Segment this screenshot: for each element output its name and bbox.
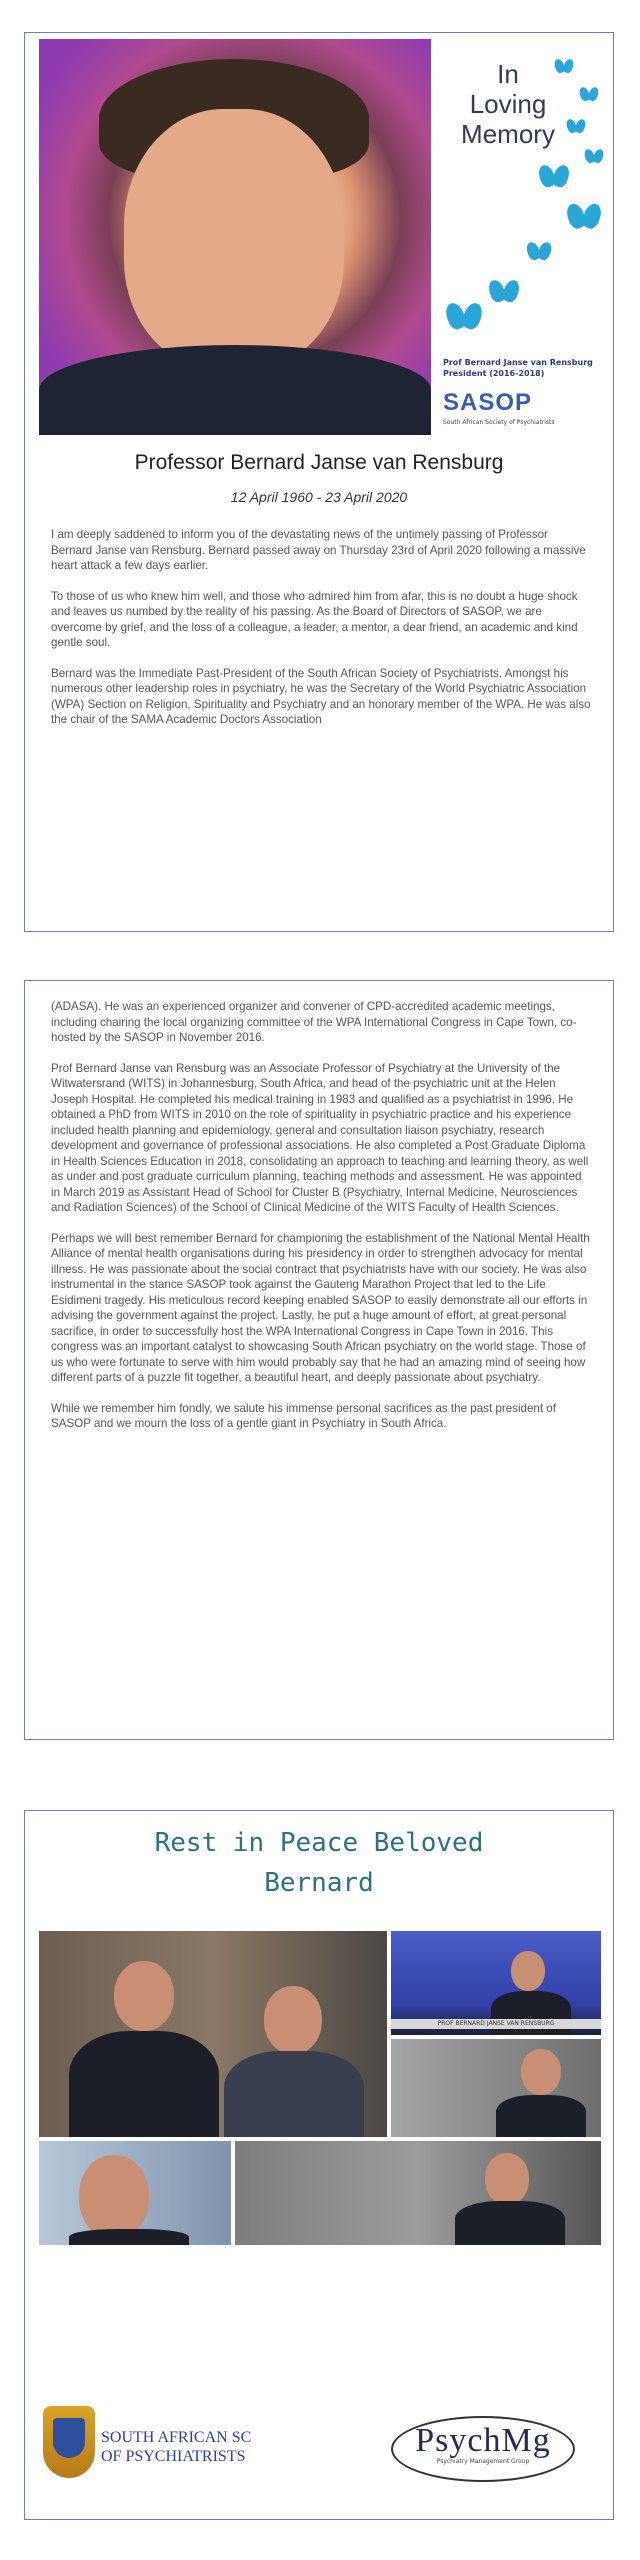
butterfly-icon [555,59,573,73]
butterfly-icon [540,165,569,187]
paragraph: To those of us who knew him well, and those who admired him from afar, this is no doubt a huge shock and leaves us numbed by the reality of his passing. As the Board of Directors of SASOP, we are overcome by grief, and the loss of a colleague, a leader, a mentor, a dear friend, an academic and kind gentle soul. [51,589,578,649]
paragraph: Perhaps we will best remember Bernard for championing the establishment of the National Mental Health Alliance of mental health organisations during his presidency in order to strengthen advocacy for mental illness. He was passionate about the social contract that psychiatrists have with our society. He was also instrumental in the stance SASOP took against the Gauteng Marathon Project that led to the Life Esidimeni tragedy. His meticulous record keeping enabled SASOP to easily demonstrate all our efforts in advising the government against the project. Lastly, he put a huge amount of effort, at great personal sacrifice, in order to successfully host the WPA International Congress in Cape Town in 2016. This congress was an important catalyst to showcasing South African psychiatry on the world stage. Those of us who were fortunate to serve with him would probably say that he had an amazing mind of seeing how different parts of a puzzle fit together, a beautiful heart, and deeply passionate about psychiatry. [51,1231,590,1384]
memorial-page-1 [24,32,614,932]
sasop-society-logo: SOUTH AFRICAN SC OF PSYCHIATRISTS [43,2406,323,2486]
paragraph: (ADASA). He was an experienced organizer and convener of CPD-accredited academic meetings, including chairing the local organizing committee of the WPA International Congress in Cape Town, co-hosted by the SASOP in November 2016. [51,1000,577,1044]
crest-icon [43,2406,95,2478]
paragraph: Bernard was the Immediate Past-President of the South African Society of Psychiatrists. Amongst his numerous other leadership roles in psychiatry, he was the Secretary of the World Psychiatric Association (WPA) Section on Religion, Spirituality and Psychiatry and an honorary member of the WPA. He was also the chair of the SAMA Academic Doctors Association [51,666,591,726]
page2-body [51,999,591,1447]
sasop-logo: SASOP [443,389,533,416]
butterfly-icon [490,280,519,302]
rest-in-peace-title: Rest in Peace Beloved Bernard [154,1828,484,1898]
photo-tv-interview [391,1931,601,2035]
paragraph: Prof Bernard Janse van Rensburg was an Associate Professor of Psychiatry at the University of the Witwatersrand (WITS) in Johannesburg, South Africa, and head of the psychiatric unit at the Helen Joseph Hospital. He completed his medical training in 1983 and qualified as a psychiatrist in 1996. He obtained a PhD from WITS in 2010 on the role of spirituality in psychiatric practice and his experience included health planning and epidemiology, general and consultation liaison psychiatry, research development and governance of professional associations. He also completed a Post Graduate Diploma in Health Sciences Education in 2018, consolidating an approach to teaching and learning theory, as well as under and post graduate curriculum planning, teaching methods and assessment. He was appointed in March 2019 as Assistant Head of School for Cluster B (Psychiatry, Internal Medicine, Neurosciences and Radiation Sciences) of the School of Clinical Medicine of the WITS Faculty of Health Sciences. [51,1061,589,1214]
memorial-page-3 [24,1810,614,2520]
photo-radio-studio [235,2141,601,2245]
butterfly-icon [567,119,585,133]
butterfly-icon [580,87,598,101]
butterfly-icon [568,203,600,228]
paragraph: I am deeply saddened to inform you of the devastating news of the untimely passing of Professor Bernard Janse van Rensburg. Bernard passed away on Thursday 23rd of April 2020 following a massive heart attack a few days earlier. [51,528,586,572]
photo-studio-microphone [391,2039,601,2137]
butterfly-icon [585,149,603,163]
psychmg-logo: PsychMg Psychiatry Management Group [391,2416,575,2482]
sasop-logo-subtitle: South African Society of Psychiatrists [443,419,555,426]
page1-body [51,527,591,743]
memorial-page-2 [24,980,614,1740]
photo-collage-main [39,1931,387,2137]
president-caption: Prof Bernard Janse van Rensburg President (2016-2018) [443,358,593,378]
in-loving-memory-text: In Loving Memory [461,59,555,149]
photo-closeup [39,2141,231,2245]
paragraph: While we remember him fondly, we salute his immense personal sacrifices as the past president of SASOP and we mourn the loss of a gentle giant in Psychiatry in South Africa. [51,1401,556,1430]
butterfly-icon [527,242,550,260]
memory-panel [435,39,607,435]
butterfly-icon [447,303,481,330]
memorial-name: Professor Bernard Janse van Rensburg [134,451,504,474]
portrait-photo [39,39,431,435]
tv-banner: PROF BERNARD JANSE VAN RENSBURG [391,2019,601,2029]
memorial-dates: 12 April 1960 - 23 April 2020 [230,489,408,505]
